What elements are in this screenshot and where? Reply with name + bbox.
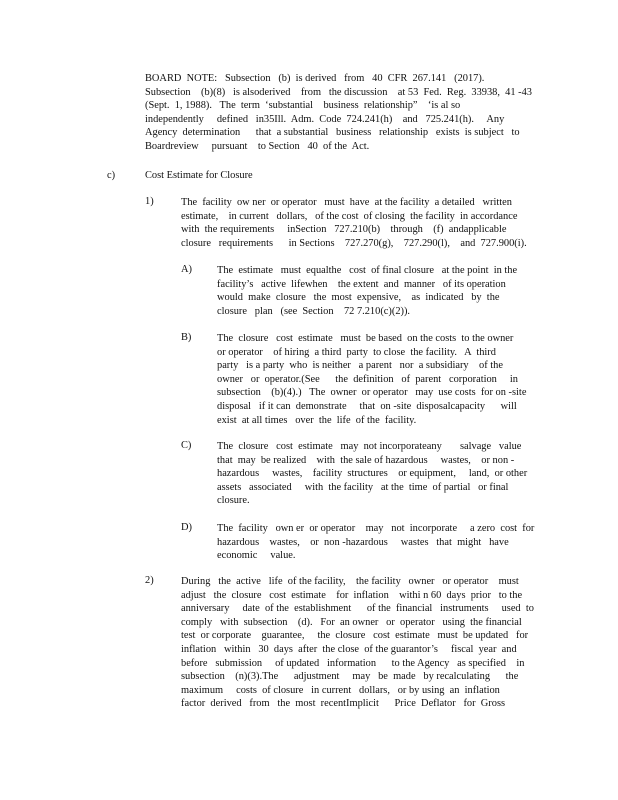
item-a-text — [217, 264, 517, 318]
item-d-line: The facility own er or operator may not incorporate a zero cost for — [217, 523, 535, 534]
board-note-line: Boardreview pursuant to Section 40 of the Act. — [145, 140, 370, 152]
item-c-label: C) — [181, 440, 192, 451]
item-c-line: assets associated with the facility at the time of partial or final — [217, 481, 509, 493]
item-c-line: The closure cost estimate may not incorporateany salvage value — [217, 441, 522, 452]
item-b-line: or operator of hiring a third party to close the facility. A third — [217, 346, 496, 358]
item-2-line: before submission of updated information to the Agency as specified in — [181, 657, 525, 669]
item-c-text — [217, 440, 527, 508]
item-2-line: During the active life of the facility, the facility owner or operator must — [181, 576, 519, 587]
item-b-label: B) — [181, 332, 192, 343]
item-c-line: closure. — [217, 495, 250, 507]
item-2-line: test or corporate guarantee, the closure cost estimate must be updated for — [181, 630, 529, 642]
item-b-line: subsection (b)(4).) The owner or operator may use costs for on -site — [217, 387, 527, 399]
item-a-line: The estimate must equalthe cost of final closure at the point in the — [217, 265, 518, 276]
item-b-line: exist at all times over the life of the facility. — [217, 414, 417, 426]
item-2-text — [181, 575, 534, 711]
board-note-line: Agency determination that a substantial business relationship exists is subject to — [145, 127, 520, 139]
item-a-line: would make closure the most expensive, as indicated by the — [217, 292, 500, 304]
item-2-line: adjust the closure cost estimate for inflation withi n 60 days prior to the — [181, 589, 523, 601]
item-2-line: maximum costs of closure in current dollars, or by using an inflation — [181, 684, 500, 696]
item-c-line: hazardous wastes, facility structures or equipment, land, or other — [217, 468, 528, 480]
board-note — [145, 72, 532, 154]
item-1-line: with the requirements inSection 727.210(b) through (f) andapplicable — [181, 224, 507, 236]
item-1-line: The facility ow ner or operator must have at the facility a detailed written — [181, 197, 512, 208]
item-a-line: closure plan (see Section 72 7.210(c)(2)). — [217, 305, 411, 317]
item-b-line: party is a party who is neither a parent nor a subsidiary of the — [217, 360, 503, 372]
item-a-line: facility’s active lifewhen the extent and manner of its operation — [217, 278, 506, 290]
section-c-title: Cost Estimate for Closure — [145, 170, 253, 181]
item-2-line: comply with subsection (d). For an owner or operator using the financial — [181, 616, 522, 628]
board-note-line: Subsection (b)(8) is alsoderived from the discussion at 53 Fed. Reg. 33938, 41 -43 — [145, 86, 533, 98]
item-2-line: factor derived from the most recentImplicit Price Deflator for Gross — [181, 698, 506, 710]
item-b-line: disposal if it can demonstrate that on -site disposalcapacity will — [217, 400, 517, 412]
item-2-line: anniversary date of the establishment of the financial instruments used to — [181, 603, 534, 615]
section-c-label: c) — [107, 170, 116, 181]
item-1-text — [181, 196, 527, 250]
item-a-label: A) — [181, 264, 192, 275]
item-2-line: subsection (n)(3).The adjustment may be made by recalculating the — [181, 671, 519, 683]
item-1-line: estimate, in current dollars, of the cost of closing the facility in accordance — [181, 210, 518, 222]
item-d-line: hazardous wastes, or non -hazardous wastes that might have — [217, 536, 509, 548]
item-1-label: 1) — [145, 196, 154, 207]
item-b-line: owner or operator.(See the definition of parent corporation in — [217, 373, 518, 385]
board-note-line: (Sept. 1, 1988). The term ‘substantial business relationship” ‘is al so — [145, 100, 461, 112]
item-c-line: that may be realized with the sale of hazardous wastes, or non - — [217, 454, 515, 466]
item-2-label: 2) — [145, 575, 154, 586]
board-note-line: BOARD NOTE: Subsection (b) is derived from 40 CFR 267.141 (2017). — [145, 73, 485, 84]
item-d-text — [217, 522, 534, 563]
item-d-label: D) — [181, 522, 192, 533]
item-b-line: The closure cost estimate must be based on the costs to the owner — [217, 333, 514, 344]
item-d-line: economic value. — [217, 550, 296, 562]
item-2-line: inflation within 30 days after the close of the guarantor’s fiscal year and — [181, 643, 517, 655]
board-note-line: independently defined in35Ill. Adm. Code 724.241(h) and 725.241(h). Any — [145, 113, 505, 125]
item-b-text — [217, 332, 526, 427]
item-1-line: closure requirements in Sections 727.270(g), 727.290(l), and 727.900(i). — [181, 237, 527, 249]
